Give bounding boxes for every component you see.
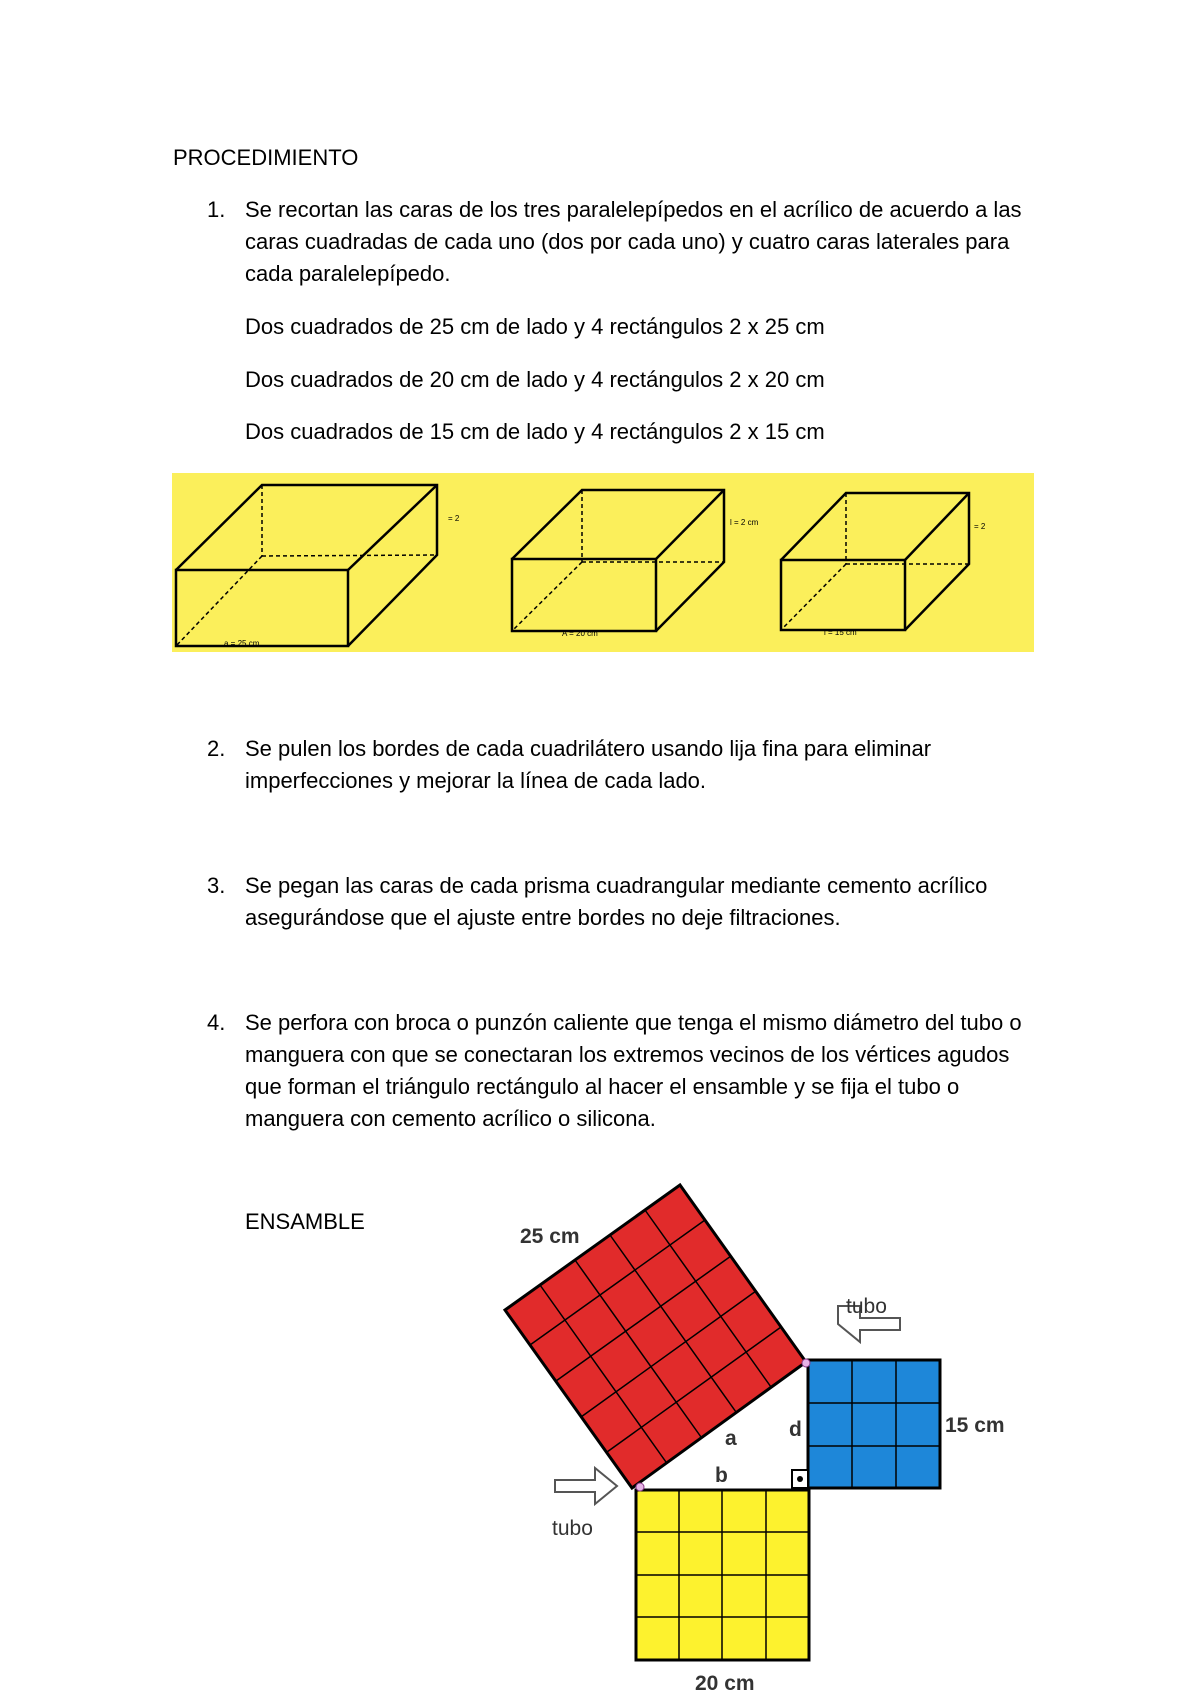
box-label: a = 25 cm [224,639,260,648]
label-side-a: a [725,1427,737,1450]
label-tube-top: tubo [846,1295,887,1318]
assembly-title: ENSAMBLE [245,1209,365,1234]
dimension-line: Dos cuadrados de 15 cm de lado y 4 rectángulos 2 x 15 cm [245,419,825,444]
label-15cm: 15 cm [945,1414,1005,1437]
label-tube-bottom: tubo [552,1517,593,1540]
box-label: A = 20 cm [562,629,598,638]
label-20cm: 20 cm [695,1672,755,1695]
yellow-square [636,1490,809,1660]
step-text: Se pulen los bordes de cada cuadrilátero usando lija fina para eliminar imperfecciones y mejorar la línea de cada lado. [245,736,932,793]
blue-square [808,1360,940,1488]
step-text: Se pegan las caras de cada prisma cuadrangular mediante cemento acrílico asegurándose que el ajuste entre bordes no deje filtraciones. [245,873,988,930]
box-label: l = 15 cm [824,628,857,637]
step-number: 2. [207,736,226,761]
step-number: 3. [207,873,226,898]
label-25cm: 25 cm [520,1225,580,1248]
box-side-label: l = 2 cm [730,518,759,527]
right-angle-marker [792,1470,808,1488]
box-side-label: = 2 [974,522,986,531]
dimension-line: Dos cuadrados de 20 cm de lado y 4 rectángulos 2 x 20 cm [245,367,825,392]
step-text: Se recortan las caras de los tres paralelepípedos en el acrílico de acuerdo a las caras cuadradas de cada uno (dos por cada uno) y cuatro caras laterales para cada paralelepípedo. [245,197,1022,286]
step-number: 1. [207,197,226,222]
box-side-label: = 2 [448,514,460,523]
arrow-right-icon [555,1468,617,1504]
tube-vertex-marker [636,1483,644,1491]
step-number: 4. [207,1010,226,1035]
label-side-d: d [789,1418,802,1441]
section-heading: PROCEDIMIENTO [173,145,359,170]
tube-vertex-marker [802,1359,810,1367]
step-text: Se perfora con broca o punzón caliente que tenga el mismo diámetro del tubo o manguera con que se conectaran los extremos vecinos de los vértices agudos que forman el triángulo rectángulo al hacer el ensamble y se fija el tubo o manguera con cemento acrílico o silicona. [245,1010,1022,1131]
label-side-b: b [715,1464,728,1487]
dimension-line: Dos cuadrados de 25 cm de lado y 4 rectángulos 2 x 25 cm [245,314,825,339]
